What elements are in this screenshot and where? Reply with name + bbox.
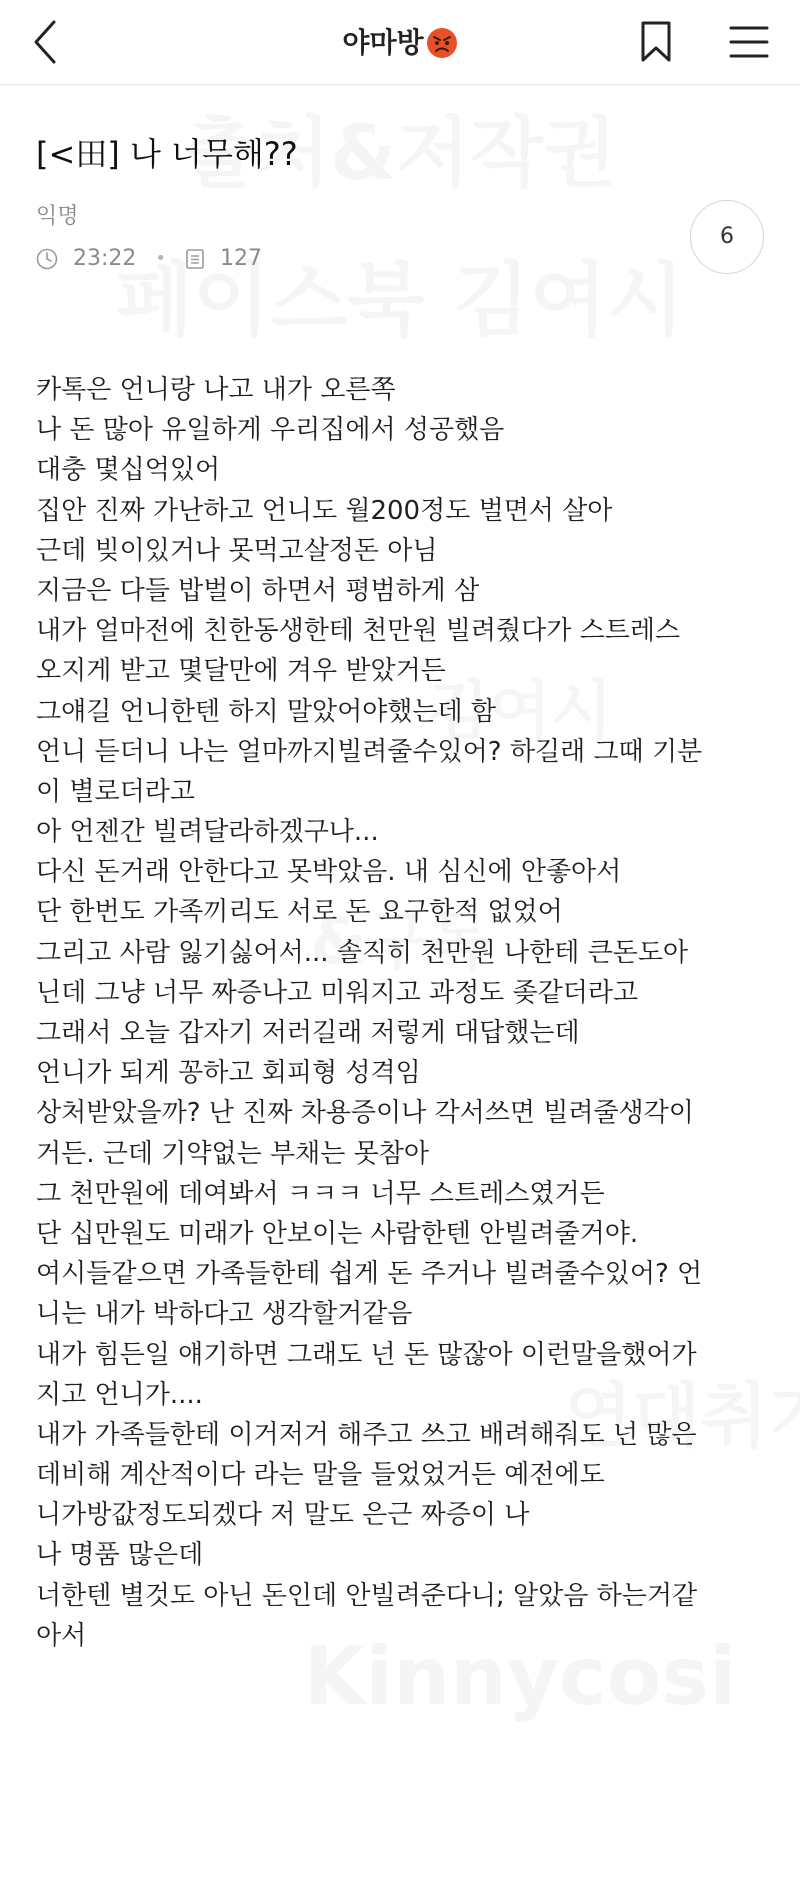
post-body-line: 그얘길 언니한텐 하지 말았어야했는데 함	[36, 696, 497, 727]
post-body-line: 단 십만원도 미래가 안보이는 사람한텐 안빌려줄거야.	[36, 1218, 639, 1249]
post-body-line: 그 천만원에 데여봐서 ㅋㅋㅋ 너무 스트레스였거든	[36, 1178, 605, 1209]
post-body-line: 대충 몇십억있어	[36, 455, 221, 486]
hamburger-menu-icon	[728, 24, 770, 60]
post-body-line: 거든. 근데 기약없는 부채는 못참아	[36, 1138, 429, 1169]
board-title	[0, 22, 800, 63]
post-body-line: 집안 진짜 가난하고 언니도 월200정도 벌면서 살아	[36, 495, 613, 526]
post-body-line: 아서	[36, 1620, 87, 1651]
post-body-line: 여시들같으면 가족들한테 쉽게 돈 주거나 빌려줄수있어? 언	[36, 1259, 703, 1290]
document-icon	[185, 248, 205, 270]
bookmark-icon	[638, 20, 674, 64]
post-body-line: 내가 가족들한테 이거저거 해주고 쓰고 배려해줘도 넌 많은	[36, 1419, 697, 1450]
post-body-line: 니가방값정도되겠다 저 말도 은근 짜증이 나	[36, 1500, 530, 1531]
menu-button[interactable]	[728, 24, 770, 60]
post-body-line: 닌데 그냥 너무 짜증나고 미워지고 과정도 좆같더라고	[36, 977, 639, 1008]
bookmark-button[interactable]	[638, 20, 674, 64]
post-body-line: 그래서 오늘 갑자기 저러길래 저렇게 대답했는데	[36, 1018, 580, 1048]
post-meta	[36, 244, 262, 274]
post-body-line: 다신 돈거래 안한다고 못박았음. 내 심신에 안좋아서	[36, 857, 622, 888]
post-body-line: 오지게 받고 몇달만에 겨우 받았거든	[36, 656, 446, 687]
meta-separator: •	[155, 248, 167, 269]
post-body	[36, 370, 776, 1656]
post-body-line: 카톡은 언니랑 나고 내가 오른쪽	[36, 375, 396, 405]
post-body-line: 근데 빚이있거나 못먹고살정돈 아님	[36, 535, 438, 566]
post-body-line: 이 별로더라고	[36, 776, 195, 807]
post-author: 익명	[36, 204, 79, 229]
post-views: 127	[220, 246, 263, 271]
post-body-line: 아 언젠간 빌려달라하겠구나...	[36, 817, 379, 848]
post-body-line: 상처받았을까? 난 진짜 차용증이나 각서쓰면 빌려줄생각이	[36, 1098, 694, 1129]
post-body-line: 언니 듣더니 나는 얼마까지빌려줄수있어? 하길래 그때 기분	[36, 736, 703, 767]
post-body-line: 내가 힘든일 얘기하면 그래도 넌 돈 많잖아 이런말을했어가	[36, 1339, 697, 1370]
post-body-line: 지금은 다들 밥벌이 하면서 평범하게 삼	[36, 575, 480, 606]
post-title: [<田] 나 너무해??	[36, 135, 298, 173]
board-title-text: 야마방	[342, 26, 424, 59]
top-app-bar	[0, 0, 800, 85]
post-body-line: 데비해 계산적이다 라는 말을 들었었거든 예전에도	[36, 1460, 605, 1491]
post-body-line: 내가 얼마전에 친한동생한테 천만원 빌려줬다가 스트레스	[36, 616, 681, 647]
clock-icon	[36, 248, 58, 270]
post-body-line: 나 명품 많은데	[36, 1540, 204, 1571]
post-body-line: 단 한번도 가족끼리도 서로 돈 요구한적 없었어	[36, 897, 563, 928]
post-body-line: 나 돈 많아 유일하게 우리집에서 성공했음	[36, 415, 505, 446]
post-time: 23:22	[73, 246, 137, 271]
post-body-line: 니는 내가 박하다고 생각할거같음	[36, 1299, 413, 1330]
comment-count-button[interactable]: 6	[690, 200, 764, 274]
angry-face-icon	[426, 27, 458, 59]
post-body-line: 언니가 되게 꽁하고 회피형 성격임	[36, 1058, 421, 1089]
post-body-line: 너한텐 별것도 아닌 돈인데 안빌려준다니; 알았음 하는거같	[36, 1580, 698, 1611]
post-body-line: 그리고 사람 잃기싫어서... 솔직히 천만원 나한테 큰돈도아	[36, 937, 689, 968]
post-body-line: 지고 언니가....	[36, 1379, 203, 1410]
